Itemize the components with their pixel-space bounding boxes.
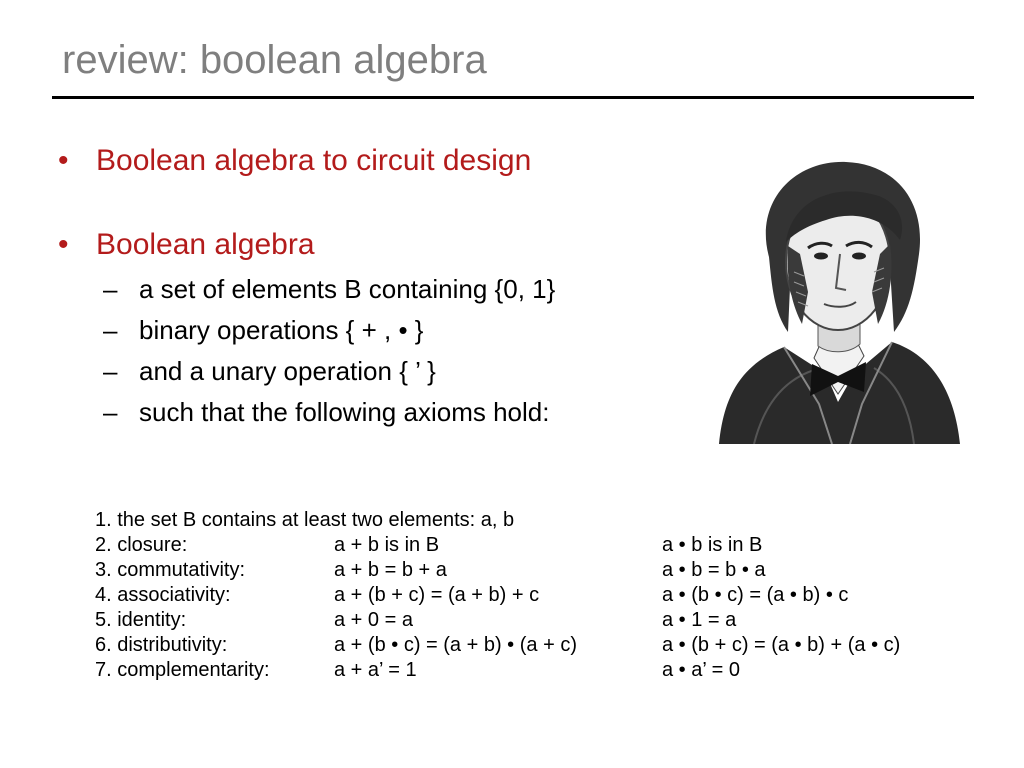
axiom-or-form: a + b = b + a <box>334 559 447 581</box>
axiom-name: 2. closure: <box>95 534 188 556</box>
axiom-name: 4. associativity: <box>95 584 231 606</box>
axiom-name: 7. complementarity: <box>95 659 270 681</box>
bullet-text: Boolean algebra <box>96 228 315 261</box>
sub-bullet-marker: – <box>103 397 118 427</box>
axiom-and-form: a • (b + c) = (a • b) + (a • c) <box>662 634 901 656</box>
portrait-engraving-image <box>714 142 962 444</box>
axiom-or-form: a + 0 = a <box>334 609 413 631</box>
axiom-and-form: a • (b • c) = (a • b) • c <box>662 584 849 606</box>
slide-title: review: boolean algebra <box>62 38 487 82</box>
bullet-marker: • <box>58 228 69 261</box>
axiom-or-form: a + a’ = 1 <box>334 659 417 681</box>
sub-bullet-marker: – <box>103 274 118 304</box>
sub-bullet-marker: – <box>103 356 118 386</box>
axiom-and-form: a • 1 = a <box>662 609 737 631</box>
axiom-or-form: a + (b • c) = (a + b) • (a + c) <box>334 634 577 656</box>
bullet-marker: • <box>58 144 69 177</box>
axiom-name: 6. distributivity: <box>95 634 228 656</box>
axiom-and-form: a • b = b • a <box>662 559 766 581</box>
sub-bullet-text: a set of elements B containing {0, 1} <box>139 274 556 304</box>
axiom-or-form: a + b is in B <box>334 534 440 556</box>
axiom-or-form: a + (b + c) = (a + b) + c <box>334 584 540 606</box>
sub-bullet-text: and a unary operation { ’ } <box>139 356 436 386</box>
sub-bullet-marker: – <box>103 315 118 345</box>
sub-bullet-text: binary operations { + , • } <box>139 315 424 345</box>
sub-bullet-text: such that the following axioms hold: <box>139 397 550 427</box>
bullet-text: Boolean algebra to circuit design <box>96 144 532 177</box>
title-divider <box>52 96 974 99</box>
axiom-name: 1. the set B contains at least two elements: a, b <box>95 509 515 531</box>
axiom-and-form: a • a’ = 0 <box>662 659 740 681</box>
axiom-name: 3. commutativity: <box>95 559 246 581</box>
axiom-name: 5. identity: <box>95 609 187 631</box>
axiom-and-form: a • b is in B <box>662 534 763 556</box>
